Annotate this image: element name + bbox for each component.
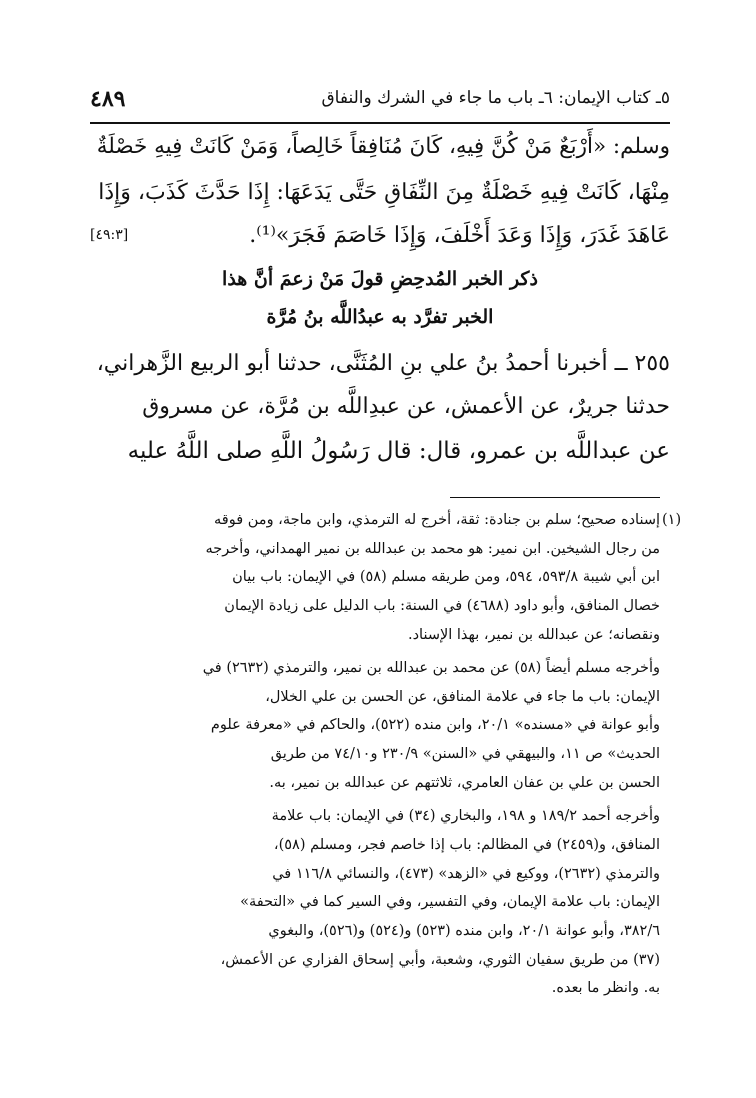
section-heading-line: الخبر تفرَّد به عبدُاللَّه بنُ مُرَّة bbox=[266, 306, 494, 328]
chapter-title: ٥ـ كتاب الإيمان: ٦ـ باب ما جاء في الشرك والنفاق bbox=[321, 88, 670, 108]
body-line: عَاهَدَ غَدَرَ، وَإِذَا وَعَدَ أَخْلَفَ، وَإِذَا خَاصَمَ فَجَرَ»⁽¹⁾. bbox=[249, 223, 670, 248]
hadith-line: عن عبداللَّه بن عمرو، قال: قال رَسُولُ اللَّهِ صلى اللَّهُ عليه bbox=[127, 438, 670, 464]
footnote-line: المنافق، و(٢٤٥٩) في المظالم: باب إذا خاصم فجر، ومسلم (٥٨)، bbox=[273, 837, 660, 853]
running-header bbox=[90, 86, 670, 120]
hadith-line: حدثنا جريرٌ، عن الأعمش، عن عبدِاللَّه بن مُرَّة، عن مسروق bbox=[142, 394, 670, 419]
footnote-line: وأخرجه مسلم أيضاً (٥٨) عن محمد بن عبدالله بن نمير، والترمذي (٢٦٣٢) في bbox=[202, 660, 660, 676]
footnote-line: خصال المنافق، وأبو داود (٤٦٨٨) في السنة: باب الدليل على زيادة الإيمان bbox=[224, 598, 660, 614]
footnote-line: به. وانظر ما بعده. bbox=[551, 980, 660, 996]
footnote-line: من رجال الشيخين. ابن نمير: هو محمد بن عبدالله بن نمير الهمداني، وأخرجه bbox=[205, 541, 660, 557]
footnote-line: وأبو عوانة في «مسنده» ٢٠/١، وابن منده (٥٢٢)، والحاكم في «معرفة علوم bbox=[210, 717, 660, 733]
footnote-rule bbox=[450, 497, 660, 498]
header-rule bbox=[90, 122, 670, 124]
body-line: مِنْهَا، كَانَتْ فِيهِ خَصْلَةٌ مِنَ النِّفَاقِ حَتَّى يَدَعَهَا: إِذَا حَدَّثَ كَذَبَ، وَإِذَا bbox=[98, 180, 670, 205]
footnote-line: ونقصانه؛ عن عبدالله بن نمير، بهذا الإسناد. bbox=[407, 627, 660, 643]
reference-marker: [٤٩:٣] bbox=[90, 227, 129, 243]
footnote-line: والترمذي (٢٦٣٢)، ووكيع في «الزهد» (٤٧٣)، والنسائي ١١٦/٨ في bbox=[272, 866, 660, 882]
section-heading-line: ذكر الخبر المُدحِضِ قولَ مَنْ زعمَ أنَّ هذا bbox=[222, 268, 538, 290]
hadith-line: ٢٥٥ ــ أخبرنا أحمدُ بنُ علي بنِ المُثَنَّى، حدثنا أبو الربيع الزَّهراني، bbox=[96, 351, 670, 376]
footnote-line: إسناده صحيح؛ سلم بن جنادة: ثقة، أخرج له الترمذي، وابن ماجة، ومن فوقه bbox=[214, 512, 660, 528]
footnote-line: الحسن بن علي بن عفان العامري، ثلاثتهم عن عبدالله بن نمير، به. bbox=[269, 775, 660, 791]
footnote-line: (٣٧) من طريق سفيان الثوري، وشعبة، وأبي إسحاق الفزاري عن الأعمش، bbox=[220, 952, 660, 968]
footnote-line: الإيمان: باب ما جاء في علامة المنافق، عن الحسن بن علي الخلال، bbox=[265, 689, 660, 705]
footnote-line: ٣٨٢/٦، وأبو عوانة ٢٠/١، وابن منده (٥٢٣) و(٥٢٤) و(٥٢٦)، والبغوي bbox=[268, 923, 660, 939]
footnote-line: الإيمان: باب علامة الإيمان، وفي التفسير، وفي السير كما في «التحفة» bbox=[240, 894, 660, 910]
page-number: ٤٨٩ bbox=[90, 86, 126, 112]
footnote-line: ابن أبي شيبة ٥٩٣/٨، ٥٩٤، ومن طريقه مسلم (٥٨) في الإيمان: باب بيان bbox=[232, 569, 660, 585]
body-line: وسلم: «أَرْبَعٌ مَنْ كُنَّ فِيهِ، كَانَ مُنَافِقاً خَالِصاً، وَمَنْ كَانَتْ فِيهِ خَصْلَةٌ bbox=[96, 134, 670, 159]
footnote-line: وأخرجه أحمد ١٨٩/٢ و ١٩٨، والبخاري (٣٤) في الإيمان: باب علامة bbox=[271, 808, 660, 824]
footnote-line: الحديث» ص ١١، والبيهقي في «السنن» ٢٣٠/٩ و٧٤/١٠ من طريق bbox=[270, 746, 660, 762]
footnote-marker: (١) bbox=[662, 512, 682, 528]
